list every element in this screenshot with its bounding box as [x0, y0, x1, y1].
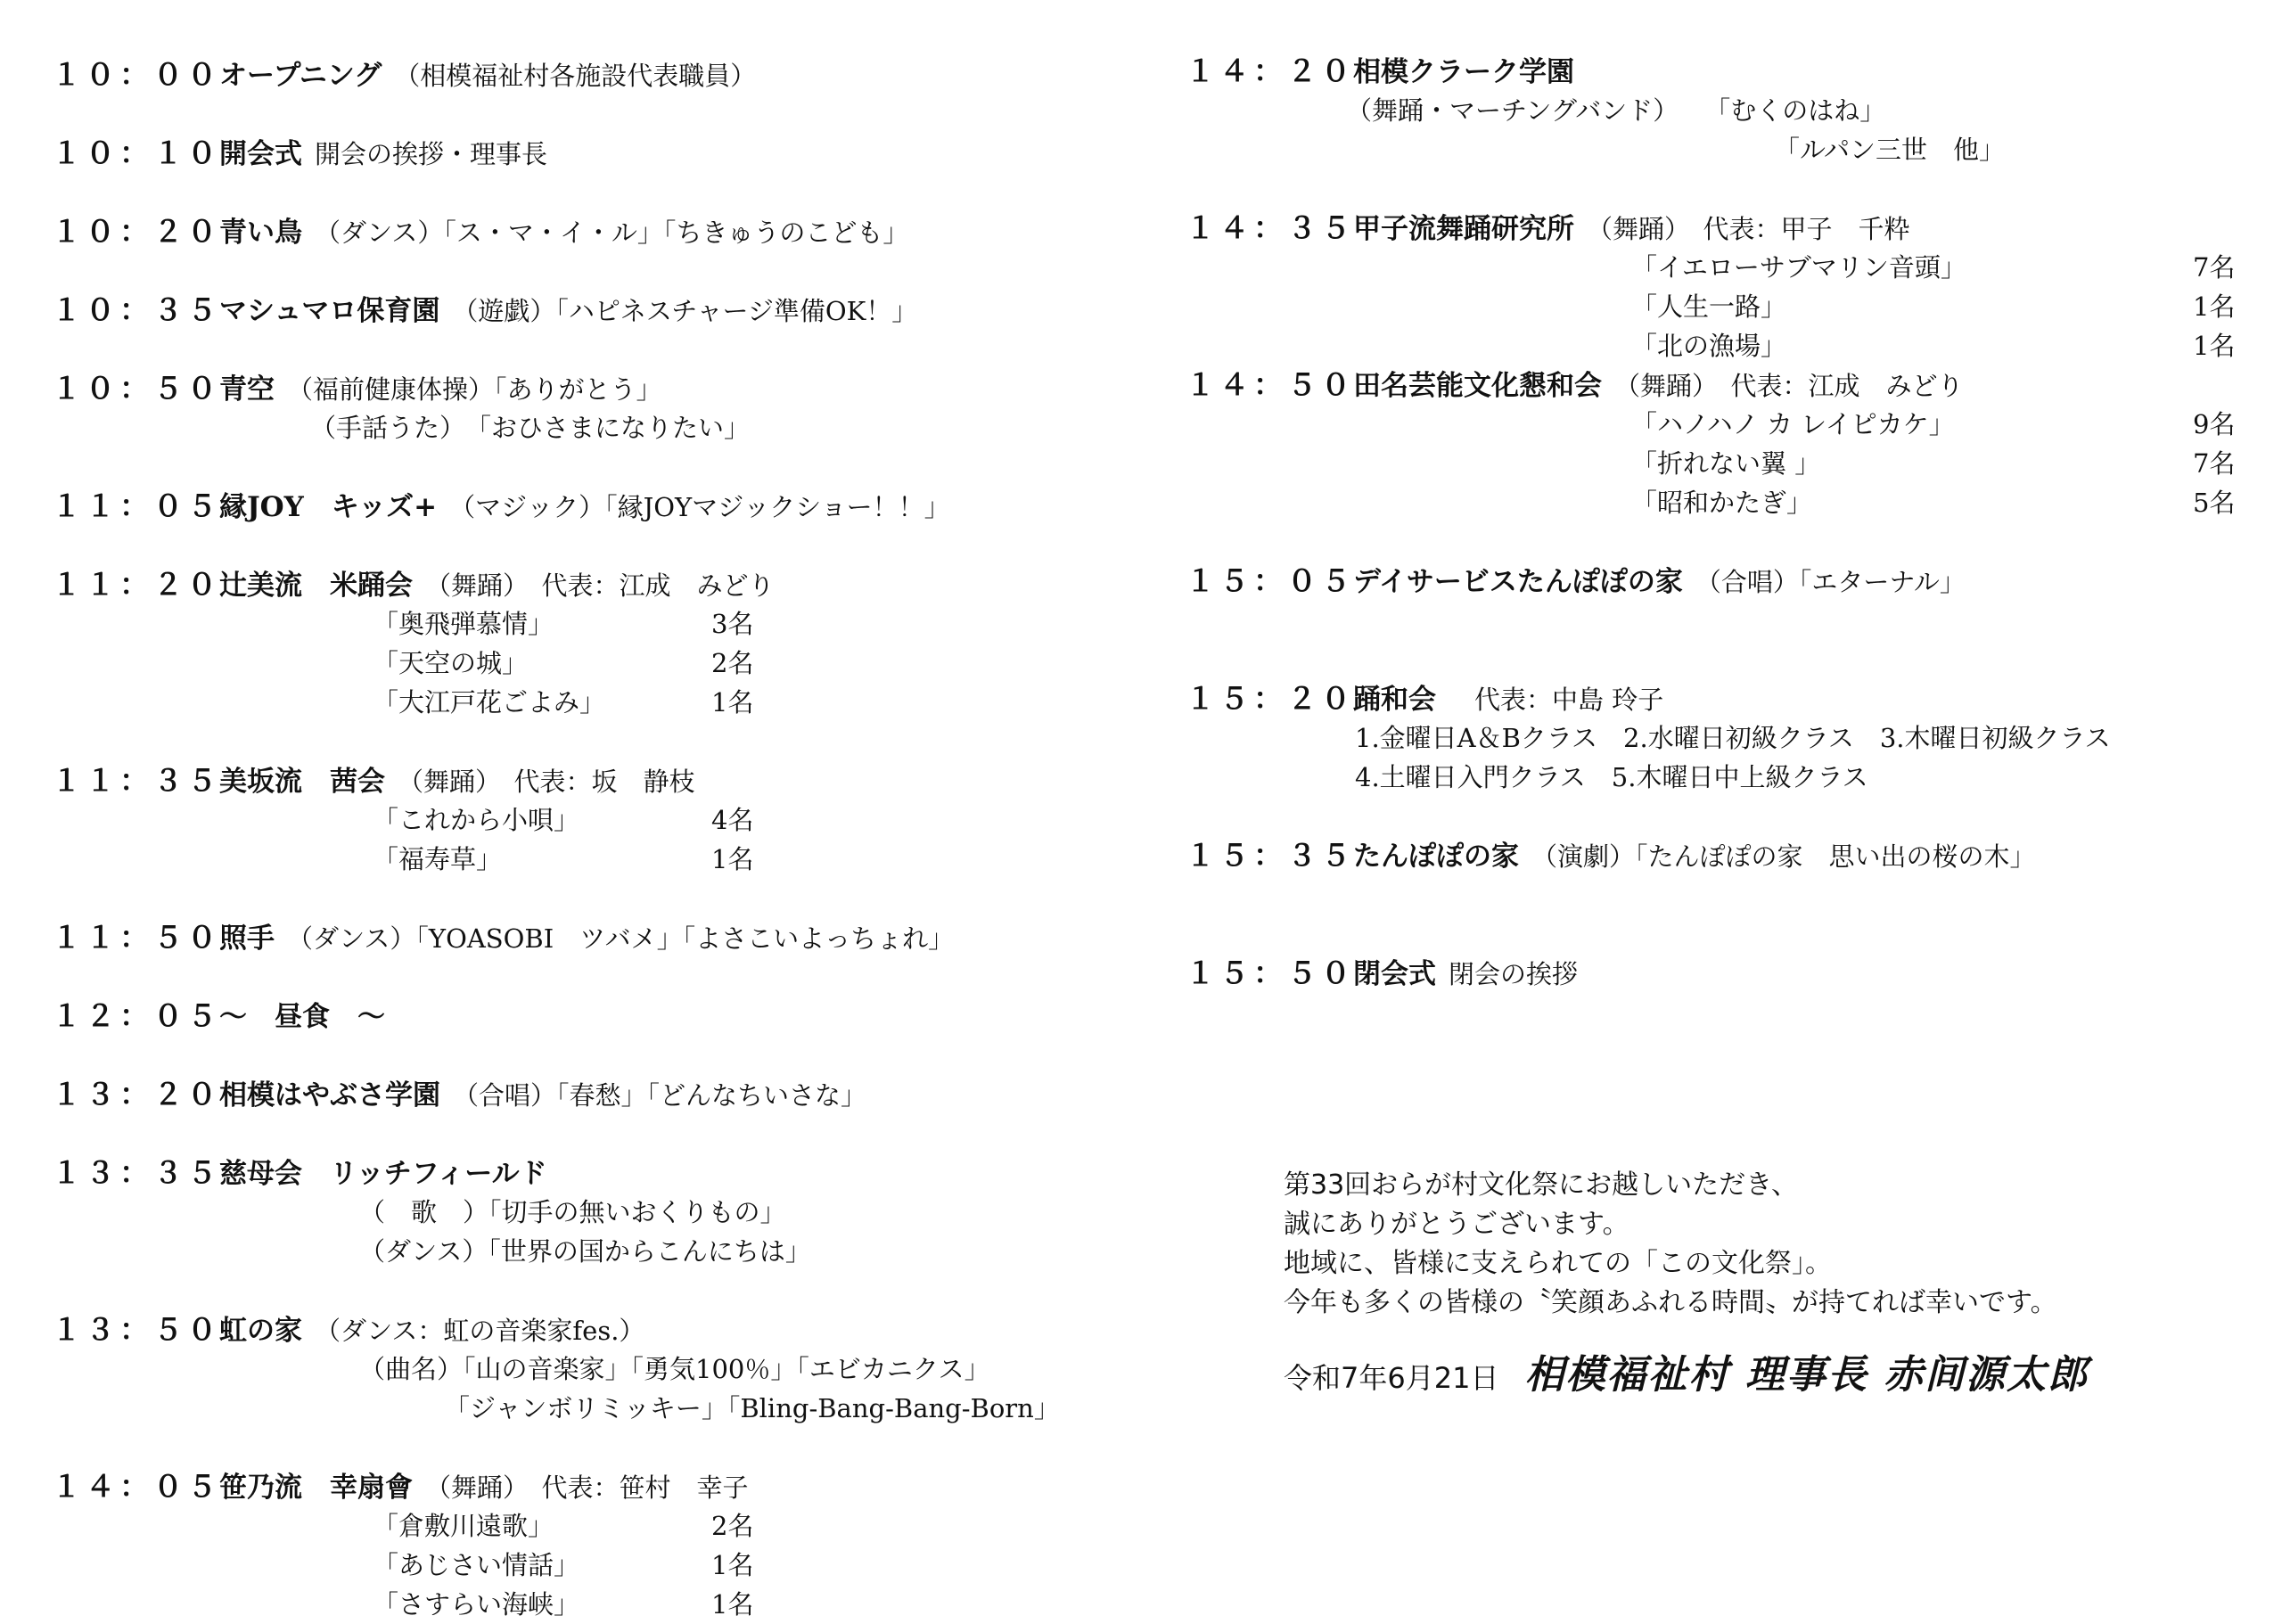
program-detail: （福前健康体操）「ありがとう」	[287, 374, 662, 405]
program-header	[52, 1075, 1157, 1114]
program-sub-item: 「あじさい情話」	[373, 1550, 580, 1580]
signature-date: 令和7年6月21日	[1284, 1361, 1499, 1395]
closing-line-2: 誠にありがとうございます。	[1284, 1209, 1629, 1240]
program-entry	[52, 1467, 1157, 1620]
program-time: １４：３５	[1186, 210, 1355, 245]
program-entry	[52, 134, 1157, 173]
program-detail: （合唱）「エターナル」	[1695, 567, 1966, 597]
program-time: １３：３５	[52, 1155, 221, 1190]
program-time: １０：００	[52, 57, 221, 92]
program-time: １１：３５	[52, 763, 221, 798]
program-entry	[52, 1153, 1157, 1267]
program-header	[1186, 679, 2255, 718]
program-name: 虹の家	[219, 1315, 302, 1347]
program-entry	[1186, 836, 2255, 875]
program-time: １０：１０	[52, 135, 221, 170]
performer-count: 1名	[2193, 291, 2236, 322]
performer-count: 9名	[2193, 409, 2236, 439]
program-sub-item: 「大江戸花ごよみ」	[373, 687, 606, 718]
program-sub-item: 「人生一路」	[1631, 291, 1787, 322]
program-entry	[1186, 954, 2255, 993]
program-name: 笹乃流 幸扇會	[219, 1472, 413, 1504]
program-sub-item: 「北の漁場」	[1631, 331, 1787, 361]
program-entry	[1186, 52, 2255, 165]
program-detail: 開会の挨拶・理事長	[315, 139, 548, 169]
program-header	[52, 761, 1157, 800]
performer-count: 5名	[2193, 488, 2236, 518]
program-time: １０：２０	[52, 214, 221, 249]
program-sub-item: （曲名）「山の音楽家」「勇気100％」「エビカニクス」	[359, 1354, 990, 1384]
performer-count: 7名	[2193, 448, 2236, 479]
performer-count: 2名	[711, 1511, 754, 1541]
signature-organization: 相模福祉村 理事長 赤间源太郎	[1524, 1352, 2089, 1398]
program-name: 青空	[219, 373, 275, 406]
program-entry	[1186, 365, 2255, 518]
program-entry	[52, 1310, 1157, 1423]
program-name: 開会式	[219, 138, 302, 170]
program-sub-item: 「奥飛弾慕情」	[373, 609, 554, 639]
program-sub-item: 4.土曜日入門クラス 5.木曜日中上級クラス	[1355, 762, 1868, 792]
program-header	[52, 565, 1157, 604]
performer-count: 1名	[711, 687, 754, 718]
program-header	[52, 55, 1157, 94]
program-detail: （マジック）「縁JOYマジックショー！！」	[449, 492, 950, 522]
program-header	[1186, 836, 2255, 875]
program-name: 相模はやぶさ学園	[219, 1079, 440, 1111]
program-sub-item: 「ルパン三世 他」	[1774, 135, 2005, 165]
program-name: 踊和会	[1353, 684, 1436, 716]
program-name: 辻美流 米踊会	[219, 570, 413, 602]
program-name: 〜 昼食 〜	[219, 1001, 385, 1033]
program-entry	[1186, 679, 2255, 792]
program-header	[1186, 52, 2255, 91]
program-detail: （演劇）「たんぽぽの家 思い出の桜の木」	[1531, 841, 2036, 872]
program-header	[52, 918, 1157, 957]
program-sub-item: 「ハノハノ カ レイピカケ」	[1631, 409, 1955, 439]
program-header	[1186, 954, 2255, 993]
program-sub-item: 「天空の城」	[373, 648, 529, 678]
program-sub-item: 「折れない翼 」	[1631, 448, 1821, 479]
program-time: １０：５０	[52, 371, 221, 406]
program-time: １１：５０	[52, 920, 221, 955]
program-time: １２：０５	[52, 998, 221, 1033]
performer-count: 3名	[711, 609, 754, 639]
program-detail: 閉会の挨拶	[1449, 959, 1579, 989]
program-time: １３：２０	[52, 1077, 221, 1111]
program-detail: （舞踊） 代表：江成 みどり	[1614, 371, 1964, 401]
program-time: １５：０５	[1186, 563, 1355, 598]
program-entry	[1186, 209, 2255, 361]
program-header	[52, 291, 1157, 330]
program-header	[52, 1153, 1157, 1193]
program-sub-item: 「倉敷川遠歌」	[373, 1511, 554, 1541]
program-name: マシュマロ保育園	[219, 295, 440, 327]
closing-message	[1284, 1166, 2264, 1323]
program-entry	[52, 291, 1157, 330]
performer-count: 1名	[711, 844, 754, 874]
program-name: 青い鳥	[219, 217, 302, 249]
program-time: １４：５０	[1186, 367, 1355, 402]
program-sub-item: （ダンス）「世界の国からこんにちは」	[359, 1236, 811, 1267]
program-entry	[52, 918, 1157, 957]
program-time: １０：３５	[52, 292, 221, 327]
performer-count: 7名	[2193, 252, 2236, 283]
program-detail: （遊戯）「ハピネスチャージ準備OK！」	[452, 296, 918, 326]
performer-count: 1名	[711, 1550, 754, 1580]
program-detail: （舞踊） 代表：笹村 幸子	[425, 1472, 749, 1503]
program-detail: （相模福祉村各施設代表職員）	[394, 61, 757, 91]
program-sub-item: 1.金曜日A＆Bクラス 2.水曜日初級クラス 3.木曜日初級クラス	[1355, 723, 2111, 753]
program-header	[1186, 209, 2255, 248]
program-header	[52, 997, 1157, 1036]
program-header	[1186, 365, 2255, 405]
program-sub-item: 「昭和かたぎ」	[1631, 488, 1813, 518]
program-sub-item: 「さすらい海峡」	[373, 1589, 580, 1620]
program-entry	[52, 761, 1157, 874]
program-sub-item: （手話うた） 「おひさまになりたい」	[310, 413, 751, 443]
program-header	[52, 369, 1157, 408]
program-time: １５：５０	[1186, 956, 1355, 990]
program-time: １５：３５	[1186, 838, 1355, 873]
program-time: １４：０５	[52, 1469, 221, 1504]
program-name: 田名芸能文化懇和会	[1353, 370, 1602, 402]
program-name: 慈母会 リッチフィールド	[219, 1158, 547, 1190]
program-time: １４：２０	[1186, 53, 1355, 88]
program-time: １３：５０	[52, 1312, 221, 1347]
program-sub-item: 「これから小唄」	[373, 805, 580, 835]
performer-count: 4名	[711, 805, 754, 835]
program-header	[52, 487, 1157, 526]
performer-count: 2名	[711, 648, 754, 678]
program-sub-item: （ 歌 ）「切手の無いおくりもの」	[359, 1197, 786, 1227]
program-name: デイサービスたんぽぽの家	[1353, 566, 1683, 598]
program-name: 甲子流舞踊研究所	[1353, 213, 1574, 245]
program-sub-item: （舞踊・マーチングバンド） 「むくのはね」	[1346, 95, 1886, 126]
program-name: 相模クラーク学園	[1353, 56, 1574, 88]
program-header	[52, 134, 1157, 173]
program-sub-item: 「福寿草」	[373, 844, 503, 874]
program-entry	[52, 212, 1157, 251]
closing-line-4: 今年も多くの皆様の〝笑顔あふれる時間〟が持てれば幸いです。	[1284, 1287, 2057, 1318]
program-sub-item: 「イエローサブマリン音頭」	[1631, 252, 1966, 283]
program-name: たんぽぽの家	[1353, 841, 1519, 873]
program-detail: 代表：中島 玲子	[1449, 685, 1664, 715]
program-detail: （ダンス）「YOASOBI ツバメ」「よさこいよっちょれ」	[287, 923, 955, 954]
signature	[1284, 1342, 2089, 1399]
program-detail: （舞踊） 代表：江成 みどり	[425, 570, 775, 601]
program-time: １１：２０	[52, 567, 221, 602]
program-entry	[52, 565, 1157, 718]
program-entry	[1186, 562, 2255, 601]
program-header	[52, 1467, 1157, 1506]
program-sub-item: 「ジャンボリミッキー」「Bling-Bang-Bang-Born」	[444, 1393, 1060, 1423]
program-entry	[52, 1075, 1157, 1114]
program-entry	[52, 487, 1157, 526]
closing-line-3: 地域に、皆様に支えられての「この文化祭」。	[1284, 1248, 1832, 1279]
program-entry	[52, 997, 1157, 1036]
program-name: 照手	[219, 923, 275, 955]
program-name: 縁JOY キッズ+	[219, 491, 438, 523]
program-header	[52, 1310, 1157, 1349]
program-header	[1186, 562, 2255, 601]
program-entry	[52, 55, 1157, 94]
program-detail: （ダンス）「ス・マ・イ・ル」「ちきゅうのこども」	[315, 217, 909, 248]
closing-line-1: 第33回おらが村文化祭にお越しいただき、	[1284, 1169, 1798, 1201]
program-name: オープニング	[219, 60, 382, 92]
performer-count: 1名	[711, 1589, 754, 1620]
program-detail: （舞踊） 代表：甲子 千粋	[1587, 214, 1910, 244]
program-detail: （舞踊） 代表：坂 静枝	[398, 767, 695, 797]
program-detail: （合唱）「春愁」「どんなちいさな」	[453, 1080, 867, 1111]
program-header	[52, 212, 1157, 251]
program-name: 美坂流 茜会	[219, 766, 385, 798]
program-time: １１：０５	[52, 488, 221, 523]
program-name: 閉会式	[1353, 958, 1436, 990]
program-entry	[52, 369, 1157, 443]
program-time: １５：２０	[1186, 681, 1355, 716]
performer-count: 1名	[2193, 331, 2236, 361]
program-detail: （ダンス：虹の音楽家fes.）	[315, 1316, 645, 1346]
